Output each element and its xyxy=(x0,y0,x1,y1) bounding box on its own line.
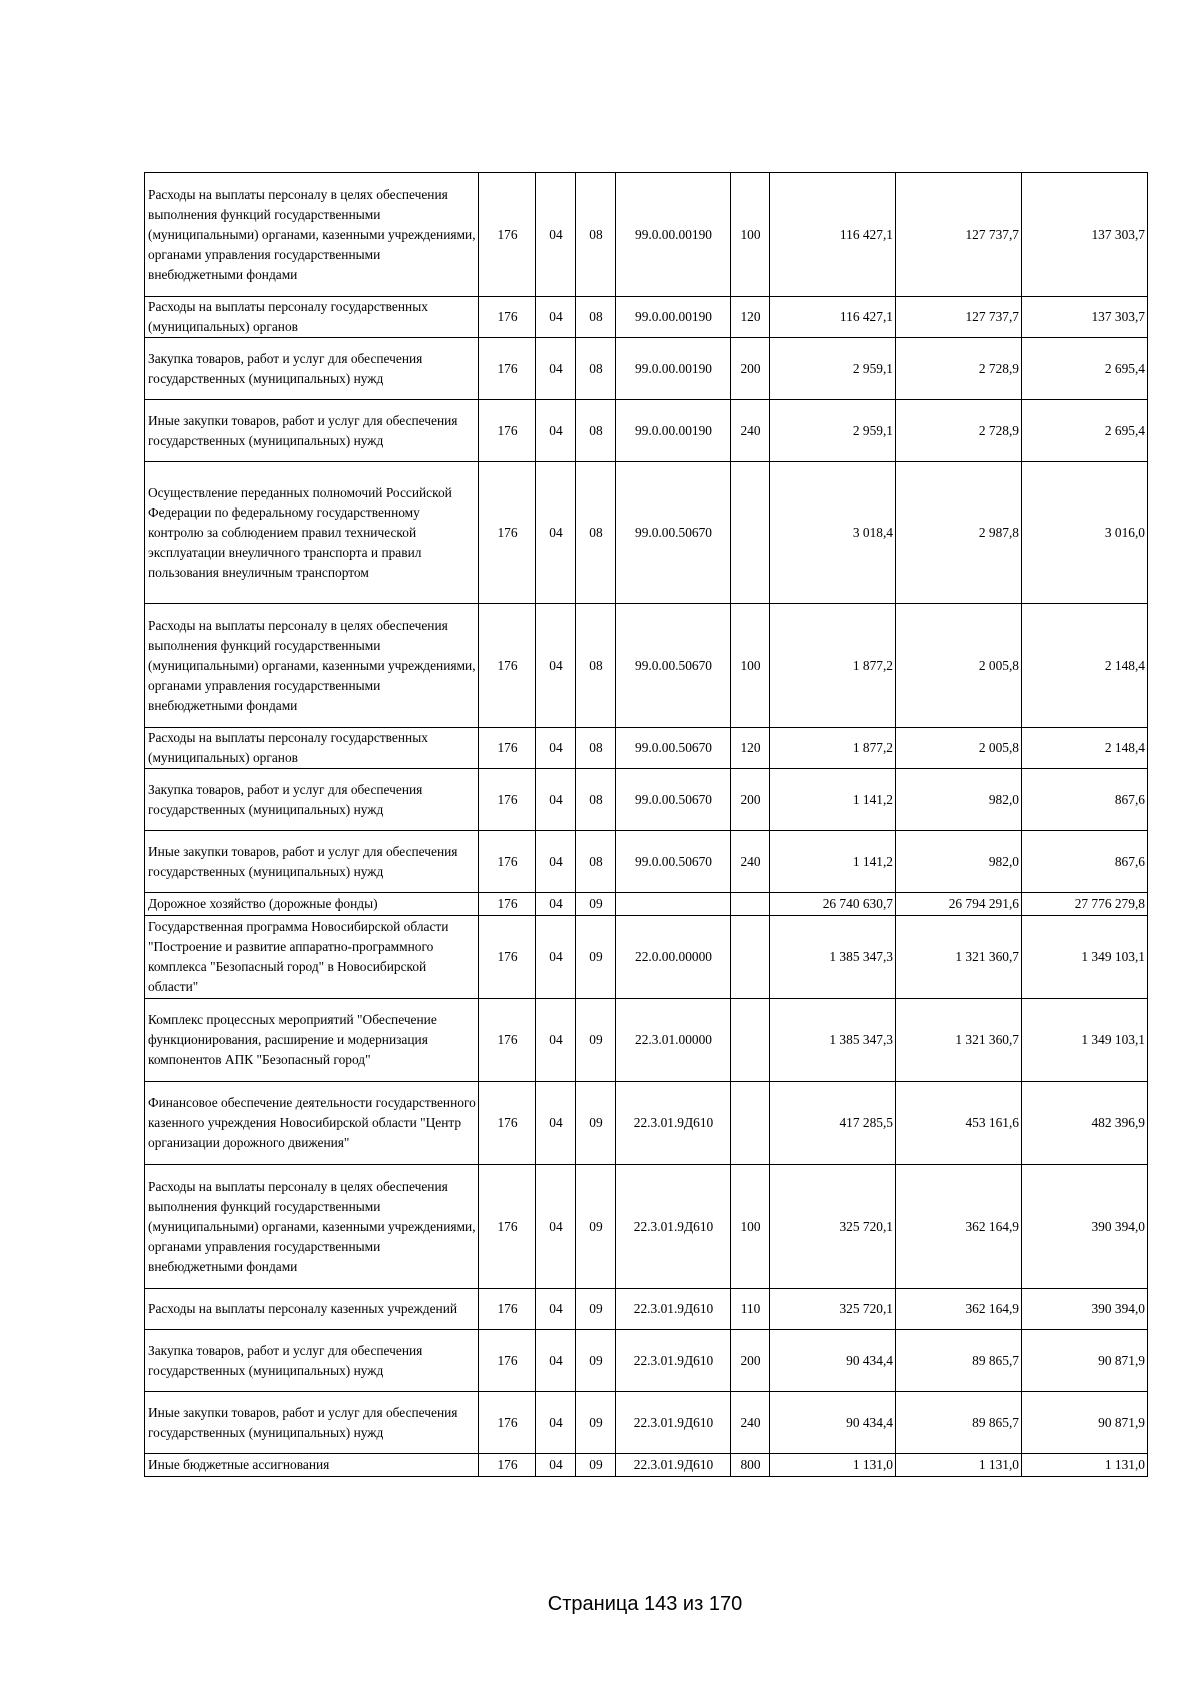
cell-amount-year-1: 26 740 630,7 xyxy=(770,893,896,916)
cell-amount-year-1: 1 141,2 xyxy=(770,831,896,893)
cell-amount-year-2: 362 164,9 xyxy=(896,1289,1022,1330)
cell-subsection: 08 xyxy=(576,462,616,604)
cell-grbs: 176 xyxy=(479,297,536,338)
cell-amount-year-2: 2 005,8 xyxy=(896,604,1022,728)
cell-amount-year-3: 1 349 103,1 xyxy=(1022,999,1148,1082)
cell-name: Расходы на выплаты персоналу в целях обеспечения выполнения функций государственными (муниципальными) органами, казенными учреждениями, органами управления государственными внебюджетными фондами xyxy=(145,173,479,297)
cell-subsection: 09 xyxy=(576,1289,616,1330)
cell-target-article: 22.0.00.00000 xyxy=(616,916,731,999)
cell-section: 04 xyxy=(536,893,576,916)
cell-amount-year-2: 89 865,7 xyxy=(896,1392,1022,1454)
cell-expense-type: 240 xyxy=(731,1392,770,1454)
table-row xyxy=(145,338,1148,400)
cell-amount-year-2: 453 161,6 xyxy=(896,1082,1022,1165)
cell-target-article: 99.0.00.50670 xyxy=(616,769,731,831)
cell-amount-year-2: 1 321 360,7 xyxy=(896,999,1022,1082)
cell-expense-type: 100 xyxy=(731,604,770,728)
cell-name: Закупка товаров, работ и услуг для обеспечения государственных (муниципальных) нужд xyxy=(145,1330,479,1392)
cell-subsection: 08 xyxy=(576,769,616,831)
table-row xyxy=(145,1454,1148,1477)
cell-section: 04 xyxy=(536,1289,576,1330)
cell-amount-year-2: 2 987,8 xyxy=(896,462,1022,604)
cell-expense-type: 100 xyxy=(731,1165,770,1289)
cell-grbs: 176 xyxy=(479,1330,536,1392)
cell-amount-year-1: 90 434,4 xyxy=(770,1392,896,1454)
cell-amount-year-3: 2 695,4 xyxy=(1022,400,1148,462)
cell-amount-year-1: 2 959,1 xyxy=(770,338,896,400)
cell-section: 04 xyxy=(536,1165,576,1289)
cell-target-article xyxy=(616,893,731,916)
cell-grbs: 176 xyxy=(479,769,536,831)
cell-target-article: 99.0.00.00190 xyxy=(616,173,731,297)
page-number-footer: Страница 143 из 170 xyxy=(547,1593,743,1615)
table-row xyxy=(145,1330,1148,1392)
table-row xyxy=(145,893,1148,916)
cell-section: 04 xyxy=(536,769,576,831)
cell-section: 04 xyxy=(536,173,576,297)
cell-amount-year-2: 2 005,8 xyxy=(896,728,1022,769)
cell-amount-year-2: 362 164,9 xyxy=(896,1165,1022,1289)
cell-grbs: 176 xyxy=(479,604,536,728)
cell-amount-year-3: 137 303,7 xyxy=(1022,173,1148,297)
cell-amount-year-3: 482 396,9 xyxy=(1022,1082,1148,1165)
cell-name: Закупка товаров, работ и услуг для обеспечения государственных (муниципальных) нужд xyxy=(145,338,479,400)
cell-expense-type xyxy=(731,1082,770,1165)
cell-name: Расходы на выплаты персоналу в целях обеспечения выполнения функций государственными (муниципальными) органами, казенными учреждениями, органами управления государственными внебюджетными фондами xyxy=(145,604,479,728)
cell-amount-year-2: 2 728,9 xyxy=(896,338,1022,400)
cell-target-article: 22.3.01.9Д610 xyxy=(616,1289,731,1330)
cell-subsection: 09 xyxy=(576,1165,616,1289)
cell-section: 04 xyxy=(536,1392,576,1454)
cell-target-article: 22.3.01.9Д610 xyxy=(616,1082,731,1165)
table-row xyxy=(145,999,1148,1082)
cell-subsection: 09 xyxy=(576,916,616,999)
cell-amount-year-3: 390 394,0 xyxy=(1022,1165,1148,1289)
cell-target-article: 22.3.01.9Д610 xyxy=(616,1330,731,1392)
cell-amount-year-3: 90 871,9 xyxy=(1022,1392,1148,1454)
cell-amount-year-3: 1 131,0 xyxy=(1022,1454,1148,1477)
cell-amount-year-3: 2 148,4 xyxy=(1022,728,1148,769)
cell-section: 04 xyxy=(536,400,576,462)
cell-amount-year-3: 2 148,4 xyxy=(1022,604,1148,728)
cell-amount-year-2: 982,0 xyxy=(896,831,1022,893)
cell-target-article: 22.3.01.9Д610 xyxy=(616,1454,731,1477)
cell-target-article: 99.0.00.50670 xyxy=(616,728,731,769)
cell-amount-year-1: 3 018,4 xyxy=(770,462,896,604)
cell-amount-year-1: 1 385 347,3 xyxy=(770,916,896,999)
cell-expense-type: 240 xyxy=(731,831,770,893)
table-row xyxy=(145,400,1148,462)
cell-amount-year-1: 116 427,1 xyxy=(770,297,896,338)
table-row xyxy=(145,297,1148,338)
cell-section: 04 xyxy=(536,604,576,728)
table-row xyxy=(145,1289,1148,1330)
cell-subsection: 08 xyxy=(576,728,616,769)
table-row xyxy=(145,173,1148,297)
cell-amount-year-3: 3 016,0 xyxy=(1022,462,1148,604)
cell-target-article: 99.0.00.00190 xyxy=(616,400,731,462)
table-row xyxy=(145,604,1148,728)
cell-target-article: 99.0.00.50670 xyxy=(616,831,731,893)
cell-subsection: 09 xyxy=(576,1330,616,1392)
cell-amount-year-1: 325 720,1 xyxy=(770,1289,896,1330)
cell-subsection: 08 xyxy=(576,173,616,297)
cell-name: Финансовое обеспечение деятельности государственного казенного учреждения Новосибирской области "Центр организации дорожного движения" xyxy=(145,1082,479,1165)
table-row xyxy=(145,831,1148,893)
cell-grbs: 176 xyxy=(479,831,536,893)
cell-target-article: 99.0.00.00190 xyxy=(616,297,731,338)
cell-amount-year-2: 2 728,9 xyxy=(896,400,1022,462)
table-row xyxy=(145,1165,1148,1289)
cell-grbs: 176 xyxy=(479,1165,536,1289)
table-body xyxy=(145,173,1148,1477)
cell-amount-year-3: 90 871,9 xyxy=(1022,1330,1148,1392)
cell-amount-year-1: 90 434,4 xyxy=(770,1330,896,1392)
cell-name: Иные закупки товаров, работ и услуг для обеспечения государственных (муниципальных) нужд xyxy=(145,1392,479,1454)
budget-table xyxy=(144,172,1148,1477)
cell-amount-year-1: 1 141,2 xyxy=(770,769,896,831)
cell-section: 04 xyxy=(536,999,576,1082)
cell-section: 04 xyxy=(536,1330,576,1392)
cell-target-article: 22.3.01.9Д610 xyxy=(616,1392,731,1454)
cell-subsection: 08 xyxy=(576,831,616,893)
cell-subsection: 09 xyxy=(576,1392,616,1454)
cell-name: Расходы на выплаты персоналу в целях обеспечения выполнения функций государственными (муниципальными) органами, казенными учреждениями, органами управления государственными внебюджетными фондами xyxy=(145,1165,479,1289)
cell-amount-year-2: 89 865,7 xyxy=(896,1330,1022,1392)
cell-section: 04 xyxy=(536,916,576,999)
cell-subsection: 08 xyxy=(576,400,616,462)
cell-amount-year-3: 2 695,4 xyxy=(1022,338,1148,400)
cell-name: Осуществление переданных полномочий Российской Федерации по федеральному государственному контролю за соблюдением правил технической эксплуатации внеуличного транспорта и правил пользования внеуличным транспортом xyxy=(145,462,479,604)
table-row xyxy=(145,916,1148,999)
cell-expense-type xyxy=(731,462,770,604)
cell-expense-type: 120 xyxy=(731,297,770,338)
cell-expense-type: 110 xyxy=(731,1289,770,1330)
cell-amount-year-2: 1 321 360,7 xyxy=(896,916,1022,999)
cell-section: 04 xyxy=(536,1454,576,1477)
cell-grbs: 176 xyxy=(479,173,536,297)
cell-amount-year-1: 2 959,1 xyxy=(770,400,896,462)
cell-section: 04 xyxy=(536,338,576,400)
table-row xyxy=(145,462,1148,604)
cell-amount-year-1: 1 131,0 xyxy=(770,1454,896,1477)
cell-name: Закупка товаров, работ и услуг для обеспечения государственных (муниципальных) нужд xyxy=(145,769,479,831)
cell-name: Иные бюджетные ассигнования xyxy=(145,1454,479,1477)
cell-amount-year-3: 867,6 xyxy=(1022,769,1148,831)
table-row xyxy=(145,769,1148,831)
cell-expense-type: 200 xyxy=(731,338,770,400)
cell-grbs: 176 xyxy=(479,999,536,1082)
cell-amount-year-1: 1 877,2 xyxy=(770,728,896,769)
cell-grbs: 176 xyxy=(479,400,536,462)
cell-target-article: 22.3.01.00000 xyxy=(616,999,731,1082)
cell-section: 04 xyxy=(536,1082,576,1165)
table-row xyxy=(145,1392,1148,1454)
cell-name: Дорожное хозяйство (дорожные фонды) xyxy=(145,893,479,916)
cell-name: Комплекс процессных мероприятий "Обеспечение функционирования, расширение и модернизация компонентов АПК "Безопасный город" xyxy=(145,999,479,1082)
cell-amount-year-2: 26 794 291,6 xyxy=(896,893,1022,916)
cell-amount-year-3: 137 303,7 xyxy=(1022,297,1148,338)
cell-expense-type: 200 xyxy=(731,769,770,831)
cell-amount-year-3: 867,6 xyxy=(1022,831,1148,893)
cell-section: 04 xyxy=(536,831,576,893)
cell-section: 04 xyxy=(536,297,576,338)
cell-amount-year-3: 390 394,0 xyxy=(1022,1289,1148,1330)
cell-grbs: 176 xyxy=(479,1454,536,1477)
cell-target-article: 99.0.00.50670 xyxy=(616,462,731,604)
cell-target-article: 22.3.01.9Д610 xyxy=(616,1165,731,1289)
cell-name: Государственная программа Новосибирской области "Построение и развитие аппаратно-программного комплекса "Безопасный город" в Новосибирской области" xyxy=(145,916,479,999)
cell-name: Расходы на выплаты персоналу государственных (муниципальных) органов xyxy=(145,297,479,338)
cell-amount-year-1: 116 427,1 xyxy=(770,173,896,297)
cell-expense-type xyxy=(731,893,770,916)
cell-grbs: 176 xyxy=(479,1392,536,1454)
cell-amount-year-2: 127 737,7 xyxy=(896,297,1022,338)
cell-expense-type: 100 xyxy=(731,173,770,297)
cell-amount-year-1: 1 385 347,3 xyxy=(770,999,896,1082)
cell-name: Иные закупки товаров, работ и услуг для обеспечения государственных (муниципальных) нужд xyxy=(145,831,479,893)
cell-name: Иные закупки товаров, работ и услуг для обеспечения государственных (муниципальных) нужд xyxy=(145,400,479,462)
cell-amount-year-2: 127 737,7 xyxy=(896,173,1022,297)
cell-grbs: 176 xyxy=(479,893,536,916)
cell-expense-type xyxy=(731,916,770,999)
cell-subsection: 08 xyxy=(576,338,616,400)
cell-amount-year-2: 982,0 xyxy=(896,769,1022,831)
cell-expense-type xyxy=(731,999,770,1082)
cell-grbs: 176 xyxy=(479,1289,536,1330)
cell-subsection: 08 xyxy=(576,297,616,338)
table-row xyxy=(145,1082,1148,1165)
table-row xyxy=(145,728,1148,769)
cell-subsection: 09 xyxy=(576,1454,616,1477)
cell-amount-year-3: 27 776 279,8 xyxy=(1022,893,1148,916)
cell-section: 04 xyxy=(536,462,576,604)
cell-grbs: 176 xyxy=(479,462,536,604)
cell-amount-year-1: 325 720,1 xyxy=(770,1165,896,1289)
cell-target-article: 99.0.00.50670 xyxy=(616,604,731,728)
cell-grbs: 176 xyxy=(479,1082,536,1165)
cell-amount-year-2: 1 131,0 xyxy=(896,1454,1022,1477)
cell-subsection: 09 xyxy=(576,1082,616,1165)
cell-grbs: 176 xyxy=(479,338,536,400)
cell-amount-year-1: 1 877,2 xyxy=(770,604,896,728)
cell-expense-type: 120 xyxy=(731,728,770,769)
cell-expense-type: 200 xyxy=(731,1330,770,1392)
cell-section: 04 xyxy=(536,728,576,769)
cell-target-article: 99.0.00.00190 xyxy=(616,338,731,400)
cell-grbs: 176 xyxy=(479,728,536,769)
cell-expense-type: 800 xyxy=(731,1454,770,1477)
cell-expense-type: 240 xyxy=(731,400,770,462)
cell-subsection: 09 xyxy=(576,999,616,1082)
cell-amount-year-1: 417 285,5 xyxy=(770,1082,896,1165)
cell-name: Расходы на выплаты персоналу государственных (муниципальных) органов xyxy=(145,728,479,769)
cell-name: Расходы на выплаты персоналу казенных учреждений xyxy=(145,1289,479,1330)
cell-amount-year-3: 1 349 103,1 xyxy=(1022,916,1148,999)
cell-grbs: 176 xyxy=(479,916,536,999)
cell-subsection: 09 xyxy=(576,893,616,916)
cell-subsection: 08 xyxy=(576,604,616,728)
